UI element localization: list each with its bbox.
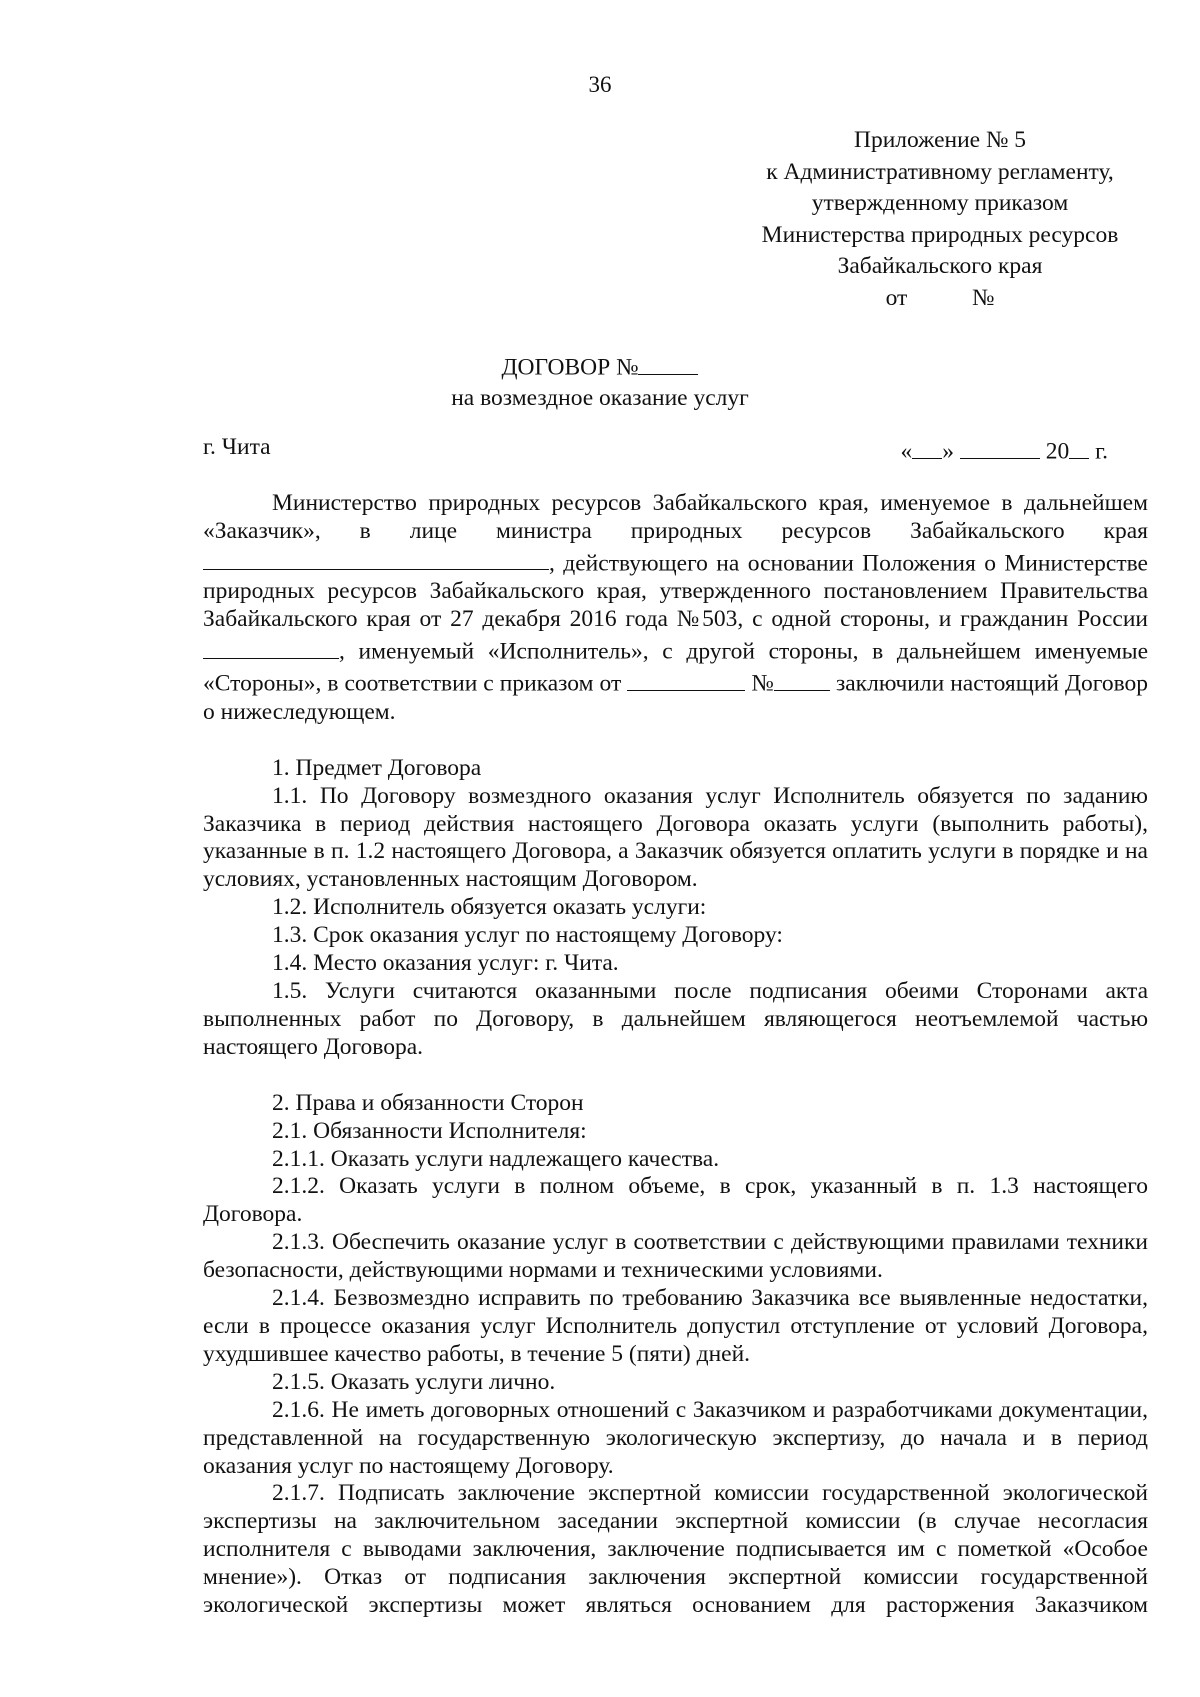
clause: 2.1. Обязанности Исполнителя: [272,1117,587,1144]
date-quote-close: » [942,438,954,465]
appendix-line: Приложение № 5 [853,127,1027,153]
order-number-blank [774,666,830,691]
contract-subheading: на возмездное оказание услуг [451,384,749,411]
clause: 2.1.1. Оказать услуги надлежащего качества. [272,1145,720,1172]
appendix-line: Министерства природных ресурсов [761,221,1119,248]
clause: 2.1.3. Обеспечить оказание услуг в соответствии с действующими правилами техники безопасности, действующими нормами и техническими условиями. [203,1229,1148,1284]
clause: 2.1.7. Подписать заключение экспертной комиссии государственной экологической экспертизы на заключительном заседании экспертной комиссии (в случае несогласия исполнителя с выводами заключения, заключение подписывается им с пометкой «Особое мнение»). Отказ от подписания заключения экспертной комиссии государственной экологической экспертизы может являться основанием для расторжения Заказчиком [203,1480,1148,1619]
contract-heading: ДОГОВОР № [501,354,639,381]
order-date-blank [627,666,745,691]
appendix-block [730,125,1150,314]
preamble-text: , действующего на основании Положения о Министерстве природных ресурсов Забайкальского края, утвержденного постановлением Правительства Забайкальского края от 27 декабря 2016 года №503, с одной стороны, и гражданин России [203,550,1148,633]
preamble-paragraph [203,490,1148,727]
year-blank [1069,434,1089,459]
clause: 1.5. Услуги считаются оказанными после подписания обеими Сторонами акта выполненных работ по Договору, в дальнейшем являющегося неотъемлемой частью настоящего Договора. [203,978,1148,1060]
section-heading: 1. Предмет Договора [272,754,482,781]
clause: 2.1.6. Не иметь договорных отношений с Заказчиком и разработчиками документации, представленной на государственную экологическую экспертизу, до начала и в период оказания услуг по настоящему Договору. [203,1396,1148,1479]
clause: 1.3. Срок оказания услуг по настоящему Договору: [272,922,783,949]
preamble-text: , именуемый «Исполнитель», с другой стороны, в дальнейшем именуемые «Стороны», в соответствии с приказом от [203,638,1148,697]
document-body [203,490,1148,1620]
appendix-line: Забайкальского края [837,253,1043,279]
preamble-text: Министерство природных ресурсов Забайкальского края, именуемое в дальнейшем «Заказчик», в лице министра природных ресурсов Забайкальского края [203,490,1148,544]
date-quote-open: « [900,438,913,465]
day-blank [912,434,942,459]
appendix-line: к Административному регламенту, [766,158,1114,185]
order-number-sign: № [751,670,774,697]
appendix-line: от № [885,284,995,311]
minister-name-blank [203,546,549,571]
preamble-text: заключили настоящий Договор о нижеследующем. [203,670,1149,725]
year-suffix: г. [1095,438,1108,465]
city: г. Чита [203,434,271,460]
date [901,434,1109,466]
contract-title [0,350,1200,413]
clause: 1.1. По Договору возмездного оказания услуг Исполнитель обязуется по заданию Заказчика в период действия настоящего Договора оказать услуги (выполнить работы), указанные в п. 1.2 настоящего Договора, а Заказчик обязуется оплатить услуги в порядке и на условиях, установленных настоящим Договором. [203,782,1148,893]
clause: 1.4. Место оказания услуг: г. Чита. [272,950,619,977]
contract-number-blank [638,350,698,375]
clause: 2.1.2. Оказать услуги в полном объеме, в срок, указанный в п. 1.3 настоящего Договора. [203,1173,1148,1228]
page-number: 36 [588,72,612,97]
year-prefix: 20 [1045,438,1070,465]
place-date-line [203,434,1108,466]
clause: 2.1.5. Оказать услуги лично. [272,1368,556,1395]
appendix-line: утвержденному приказом [811,190,1069,216]
section-heading: 2. Права и обязанности Сторон [272,1089,584,1116]
month-blank [960,434,1040,459]
clause: 1.2. Исполнитель обязуется оказать услуги: [272,894,707,921]
clause: 2.1.4. Безвозмездно исправить по требованию Заказчика все выявленные недостатки, если в процессе оказания услуг Исполнитель допустил отступление от условий Договора, ухудшившее качество работы, в течение 5 (пяти) дней. [203,1285,1148,1367]
citizen-name-blank [203,634,339,659]
